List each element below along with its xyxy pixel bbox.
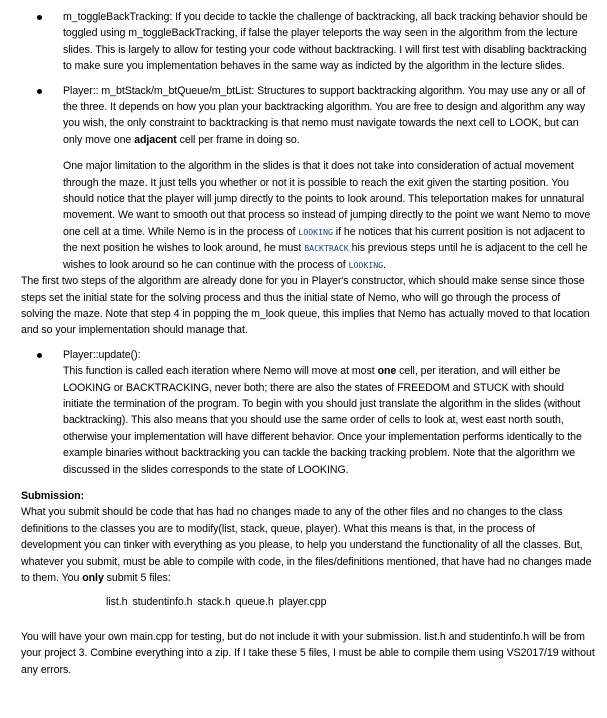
first-two-steps-paragraph: The first two steps of the algorithm are already done for you in Player's constructor, which should make sense since those steps set the initial state for the solving process and thus the initial state of Nemo, who will go through the process of solving the maze. Note that step 4 in popping the m_look queue, this implies that Nemo has actually moved to that location and so your implementation should manage that. [21,275,590,337]
text-run: cell per frame in doing so. [176,133,300,146]
bullet-dot-icon [37,15,42,20]
file-stack-h: stack.h [197,596,231,609]
code-looking: LOOKING [298,226,333,237]
submission-heading [21,488,595,504]
text-run: his previous steps until he is adjacent to the cell he wishes to look around so he can continue with the process of [63,242,588,271]
text-run: submit 5 files: [103,572,171,584]
player-update-text [63,363,595,478]
text-run: This function is called each iteration where Nemo will move at most [63,365,378,378]
bullet-toggle-text: m_toggleBackTracking: If you decide to tackle the challenge of backtracking, all back tracking behavior should be toggled using m_toggleBackTracking, if false the player teleports the way seen in the algorithm from the lecture slides. This is largely to allow for testing your code without backtracking. I will first test with disabling backtracking to make sure you implementation behaves in the same way as indicted by the algorithm in the lecture slides. [63,11,588,73]
submission-file-list [21,594,595,610]
closing-paragraph: You will have your own main.cpp for testing, but do not include it with your submission. list.h and studentinfo.h will be from your project 3. Combine everything into a zip. If I take these 5 files, I must be able to compile them using VS2017/19 without any errors. [21,630,595,676]
bullet-dot-icon [37,353,42,358]
file-queue-h: queue.h [235,596,274,609]
text-run: One major limitation to the algorithm in the slides is that it does not take into consideration of actual movement through the maze. It just tells you whether or not it is possible to reach the exit given the starting position. You should notice that the player will jump directly to the points to look around. This teleportation makes for unnatural movement. We want to smooth out that process so instead of jumping directly to the point we want Nemo to move one cell at a time. While Nemo is in the process of [63,160,591,238]
bullet-dot-icon [37,89,42,94]
submission-paragraph [21,504,595,586]
text-run: . [383,258,387,271]
file-list-h: list.h [106,596,128,609]
bullet-player-update [21,347,595,478]
code-looking-2: LOOKING [348,259,384,270]
bullet-structures-text [63,83,595,149]
bullet-toggle-backtracking [21,9,595,75]
limitation-paragraph [21,158,595,273]
code-backtrack: BACKTRACK [304,243,349,254]
file-studentinfo-h: studentinfo.h [132,596,193,609]
submission-heading-text: Submission: [21,489,85,502]
text-run: What you submit should be code that has had no changes made to any of the other files and no changes to the class definitions to the classes you are to modify(list, stack, queue, player). What this means is that, in the process of development you can tinker with everything as you please, to help you understand the functionality of all the classes. But, whatever you submit, must be able to compile with code, in the files/definitions mentioned, that have had no changes made to them. You [21,506,592,584]
bullet-backtracking-structures [21,83,595,149]
bold-only: only [82,572,104,584]
bold-adjacent: adjacent [134,133,177,146]
file-player-cpp: player.cpp [278,596,327,609]
player-update-title: Player::update(): [63,348,141,361]
text-run: if he notices that his current position is not adjacent to the next position he wishes to look around, he must [63,225,585,255]
text-run: Player:: m_btStack/m_btQueue/m_btList: Structures to support backtracking algorithm. You may use any or all of the three. It depends on how you plan your backtracking algorithm. You are free to design and algorithm any way you wish, the only constraint to backtracking is that nemo must navigate towards the next cell to LOOK, but can only move one [63,84,586,146]
text-run: cell, per iteration, and will either be LOOKING or BACKTRACKING, never both; there are also the states of FREEDOM and STUCK with should initiate the termination of the program. To begin with you should just translate the algorithm in the slides (without backtracking). This also means that you should use the same order of cells to look at, west east north south, otherwise your implementation will have different behavior. Once your implementation performs identically to the example binaries without backtracking you can tackle the backing tracking problem. Note that the algorithm we discussed in the slides corresponds to the state of LOOKING. [63,365,582,476]
bold-one: one [377,365,397,378]
